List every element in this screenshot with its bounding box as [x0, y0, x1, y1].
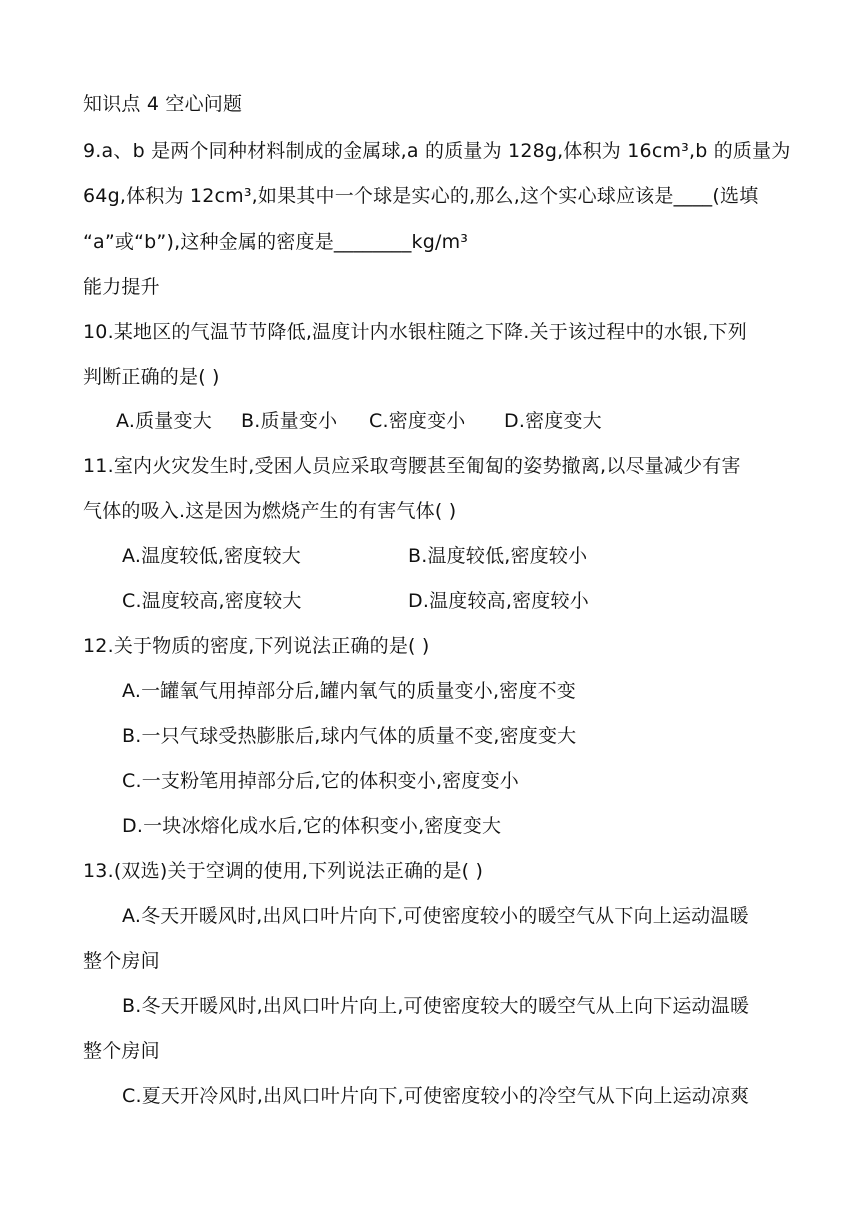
- q9-line-2: 64g,体积为 12cm³,如果其中一个球是实心的,那么,这个实心球应该是____(选填: [83, 185, 759, 207]
- q10-option-d: D.密度变大: [504, 410, 602, 432]
- q11-option-b: B.温度较低,密度较小: [408, 545, 588, 567]
- q11-line-2: 气体的吸入.这是因为燃烧产生的有害气体( ): [83, 500, 457, 522]
- q12-option-c: C.一支粉笔用掉部分后,它的体积变小,密度变小: [122, 770, 519, 792]
- q11-option-d: D.温度较高,密度较小: [408, 590, 589, 612]
- q12-line-1: 12.关于物质的密度,下列说法正确的是( ): [83, 635, 430, 657]
- q9-line-1: 9.a、b 是两个同种材料制成的金属球,a 的质量为 128g,体积为 16cm³,b 的质量为: [83, 140, 791, 162]
- q13-option-a-line-1: A.冬天开暖风时,出风口叶片向下,可使密度较小的暖空气从下向上运动温暖: [122, 905, 749, 927]
- q11-option-c: C.温度较高,密度较大: [122, 590, 302, 612]
- q11-line-1: 11.室内火灾发生时,受困人员应采取弯腰甚至匍匐的姿势撤离,以尽量减少有害: [83, 455, 741, 477]
- q13-option-b-line-1: B.冬天开暖风时,出风口叶片向上,可使密度较大的暖空气从上向下运动温暖: [122, 995, 750, 1017]
- q13-line-1: 13.(双选)关于空调的使用,下列说法正确的是( ): [83, 860, 484, 882]
- subsection-title: 能力提升: [83, 276, 160, 298]
- q9-line-3: “a”或“b”),这种金属的密度是________kg/m³: [83, 231, 469, 253]
- q13-option-a-line-2: 整个房间: [83, 950, 160, 972]
- q11-option-a: A.温度较低,密度较大: [122, 545, 301, 567]
- q12-option-a: A.一罐氧气用掉部分后,罐内氧气的质量变小,密度不变: [122, 680, 576, 702]
- q10-option-c: C.密度变小: [369, 410, 466, 432]
- q13-option-c-line-1: C.夏天开冷风时,出风口叶片向下,可使密度较小的冷空气从下向上运动凉爽: [122, 1085, 750, 1107]
- q12-option-d: D.一块冰熔化成水后,它的体积变小,密度变大: [122, 815, 502, 837]
- q10-line-2: 判断正确的是( ): [83, 366, 220, 388]
- q10-option-b: B.质量变小: [241, 410, 338, 432]
- q13-option-b-line-2: 整个房间: [83, 1040, 160, 1062]
- q12-option-b: B.一只气球受热膨胀后,球内气体的质量不变,密度变大: [122, 725, 577, 747]
- section-title: 知识点 4 空心问题: [83, 93, 243, 115]
- q10-line-1: 10.某地区的气温节节降低,温度计内水银柱随之下降.关于该过程中的水银,下列: [83, 321, 747, 343]
- q10-option-a: A.质量变大: [116, 410, 212, 432]
